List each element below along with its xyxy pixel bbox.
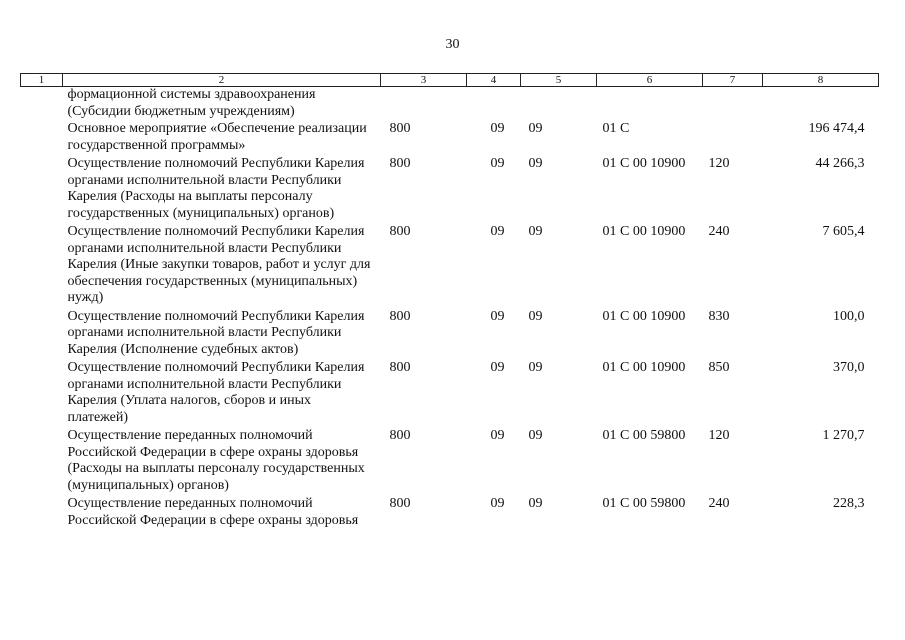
header-row bbox=[21, 74, 879, 87]
row-col7 bbox=[703, 121, 763, 156]
row-col3: 800 bbox=[389, 428, 411, 443]
row-col8: 44 266,3 bbox=[815, 156, 865, 171]
row-col5: 09 bbox=[528, 156, 543, 171]
header-col-5: 5 bbox=[521, 74, 597, 87]
table-header bbox=[21, 74, 879, 87]
row-name: Осуществление полномочий Республики Карелия органами исполнительной власти Республики Карелия (Исполнение судебных актов) bbox=[67, 308, 365, 357]
row-col5: 09 bbox=[528, 224, 543, 239]
row-col4: 09 bbox=[490, 156, 505, 171]
row-col8: 370,0 bbox=[833, 360, 865, 375]
row-name: Осуществление переданных полномочий Российской Федерации в сфере охраны здоровья (Расходы на выплаты персоналу государственных (муниципальных) органов) bbox=[67, 428, 365, 493]
row-col5: 09 bbox=[528, 121, 543, 136]
header-col-4: 4 bbox=[467, 74, 521, 87]
row-col3: 800 bbox=[389, 121, 411, 136]
row-col4: 09 bbox=[490, 308, 505, 324]
row-col6: 01 С 00 10900 bbox=[602, 360, 686, 375]
row-col8: 228,3 bbox=[833, 496, 865, 511]
table-row bbox=[21, 87, 879, 122]
row-name: Осуществление полномочий Республики Карелия органами исполнительной власти Республики Карелия (Уплата налогов, сборов и иных платежей) bbox=[67, 360, 365, 425]
row-col5: 09 bbox=[528, 308, 543, 324]
row-col3 bbox=[381, 87, 467, 122]
row-col6: 01 С 00 59800 bbox=[602, 496, 686, 511]
header-col-8: 8 bbox=[763, 74, 879, 87]
row-col5: 09 bbox=[528, 496, 543, 511]
row-col4: 09 bbox=[490, 360, 505, 375]
row-col7: 850 bbox=[708, 360, 730, 375]
row-col6: 01 С 00 10900 bbox=[602, 224, 686, 239]
row-col3: 800 bbox=[389, 156, 411, 171]
row-col7 bbox=[703, 87, 763, 122]
table-row bbox=[21, 496, 879, 531]
table-row bbox=[21, 156, 879, 224]
row-col8: 100,0 bbox=[833, 308, 865, 324]
row-col6 bbox=[597, 87, 703, 122]
table-row bbox=[21, 224, 879, 309]
row-col7: 830 bbox=[708, 308, 730, 324]
row-col8 bbox=[763, 87, 879, 122]
table-row bbox=[21, 121, 879, 156]
row-col6: 01 С 00 10900 bbox=[602, 308, 686, 324]
table-row bbox=[21, 309, 879, 361]
header-col-6: 6 bbox=[597, 74, 703, 87]
row-name: Осуществление полномочий Республики Карелия органами исполнительной власти Республики Карелия (Иные закупки товаров, работ и услуг для обеспечения государственных (муниципальных) нужд) bbox=[67, 224, 371, 305]
table-body bbox=[21, 87, 879, 532]
row-col7: 240 bbox=[708, 496, 730, 511]
row-col4: 09 bbox=[490, 121, 505, 136]
row-col3: 800 bbox=[389, 360, 411, 375]
header-col-3: 3 bbox=[381, 74, 467, 87]
row-col4 bbox=[467, 87, 521, 122]
table-row bbox=[21, 360, 879, 428]
table-row bbox=[21, 428, 879, 496]
row-col7: 240 bbox=[708, 224, 730, 239]
row-col3: 800 bbox=[389, 308, 411, 324]
row-col4: 09 bbox=[490, 428, 505, 443]
header-col-2: 2 bbox=[63, 74, 381, 87]
row-col3: 800 bbox=[389, 496, 411, 511]
row-col3: 800 bbox=[389, 224, 411, 239]
row-col8: 1 270,7 bbox=[822, 428, 865, 443]
row-col5 bbox=[521, 87, 597, 122]
row-col8: 7 605,4 bbox=[822, 224, 865, 239]
row-name: Осуществление переданных полномочий Российской Федерации в сфере охраны здоровья bbox=[67, 496, 359, 528]
row-col6: 01 С 00 10900 bbox=[602, 156, 686, 171]
row-col6: 01 С 00 59800 bbox=[602, 428, 686, 443]
row-name: формационной системы здравоохранения (Субсидии бюджетным учреждениям) bbox=[67, 87, 316, 119]
budget-table bbox=[20, 73, 879, 531]
row-col5: 09 bbox=[528, 360, 543, 375]
row-name: Основное мероприятие «Обеспечение реализации государственной программы» bbox=[67, 121, 367, 153]
page-number: 30 bbox=[445, 37, 460, 52]
row-col4: 09 bbox=[490, 224, 505, 239]
row-col4: 09 bbox=[490, 496, 505, 511]
row-col8: 196 474,4 bbox=[808, 121, 865, 136]
row-col5: 09 bbox=[528, 428, 543, 443]
row-col7: 120 bbox=[708, 428, 730, 443]
row-col7: 120 bbox=[708, 156, 730, 171]
row-name: Осуществление полномочий Республики Карелия органами исполнительной власти Республики Карелия (Расходы на выплаты персоналу государственных (муниципальных) органов) bbox=[67, 156, 365, 221]
header-col-1: 1 bbox=[21, 74, 63, 87]
header-col-7: 7 bbox=[703, 74, 763, 87]
row-col6: 01 С bbox=[602, 121, 630, 136]
